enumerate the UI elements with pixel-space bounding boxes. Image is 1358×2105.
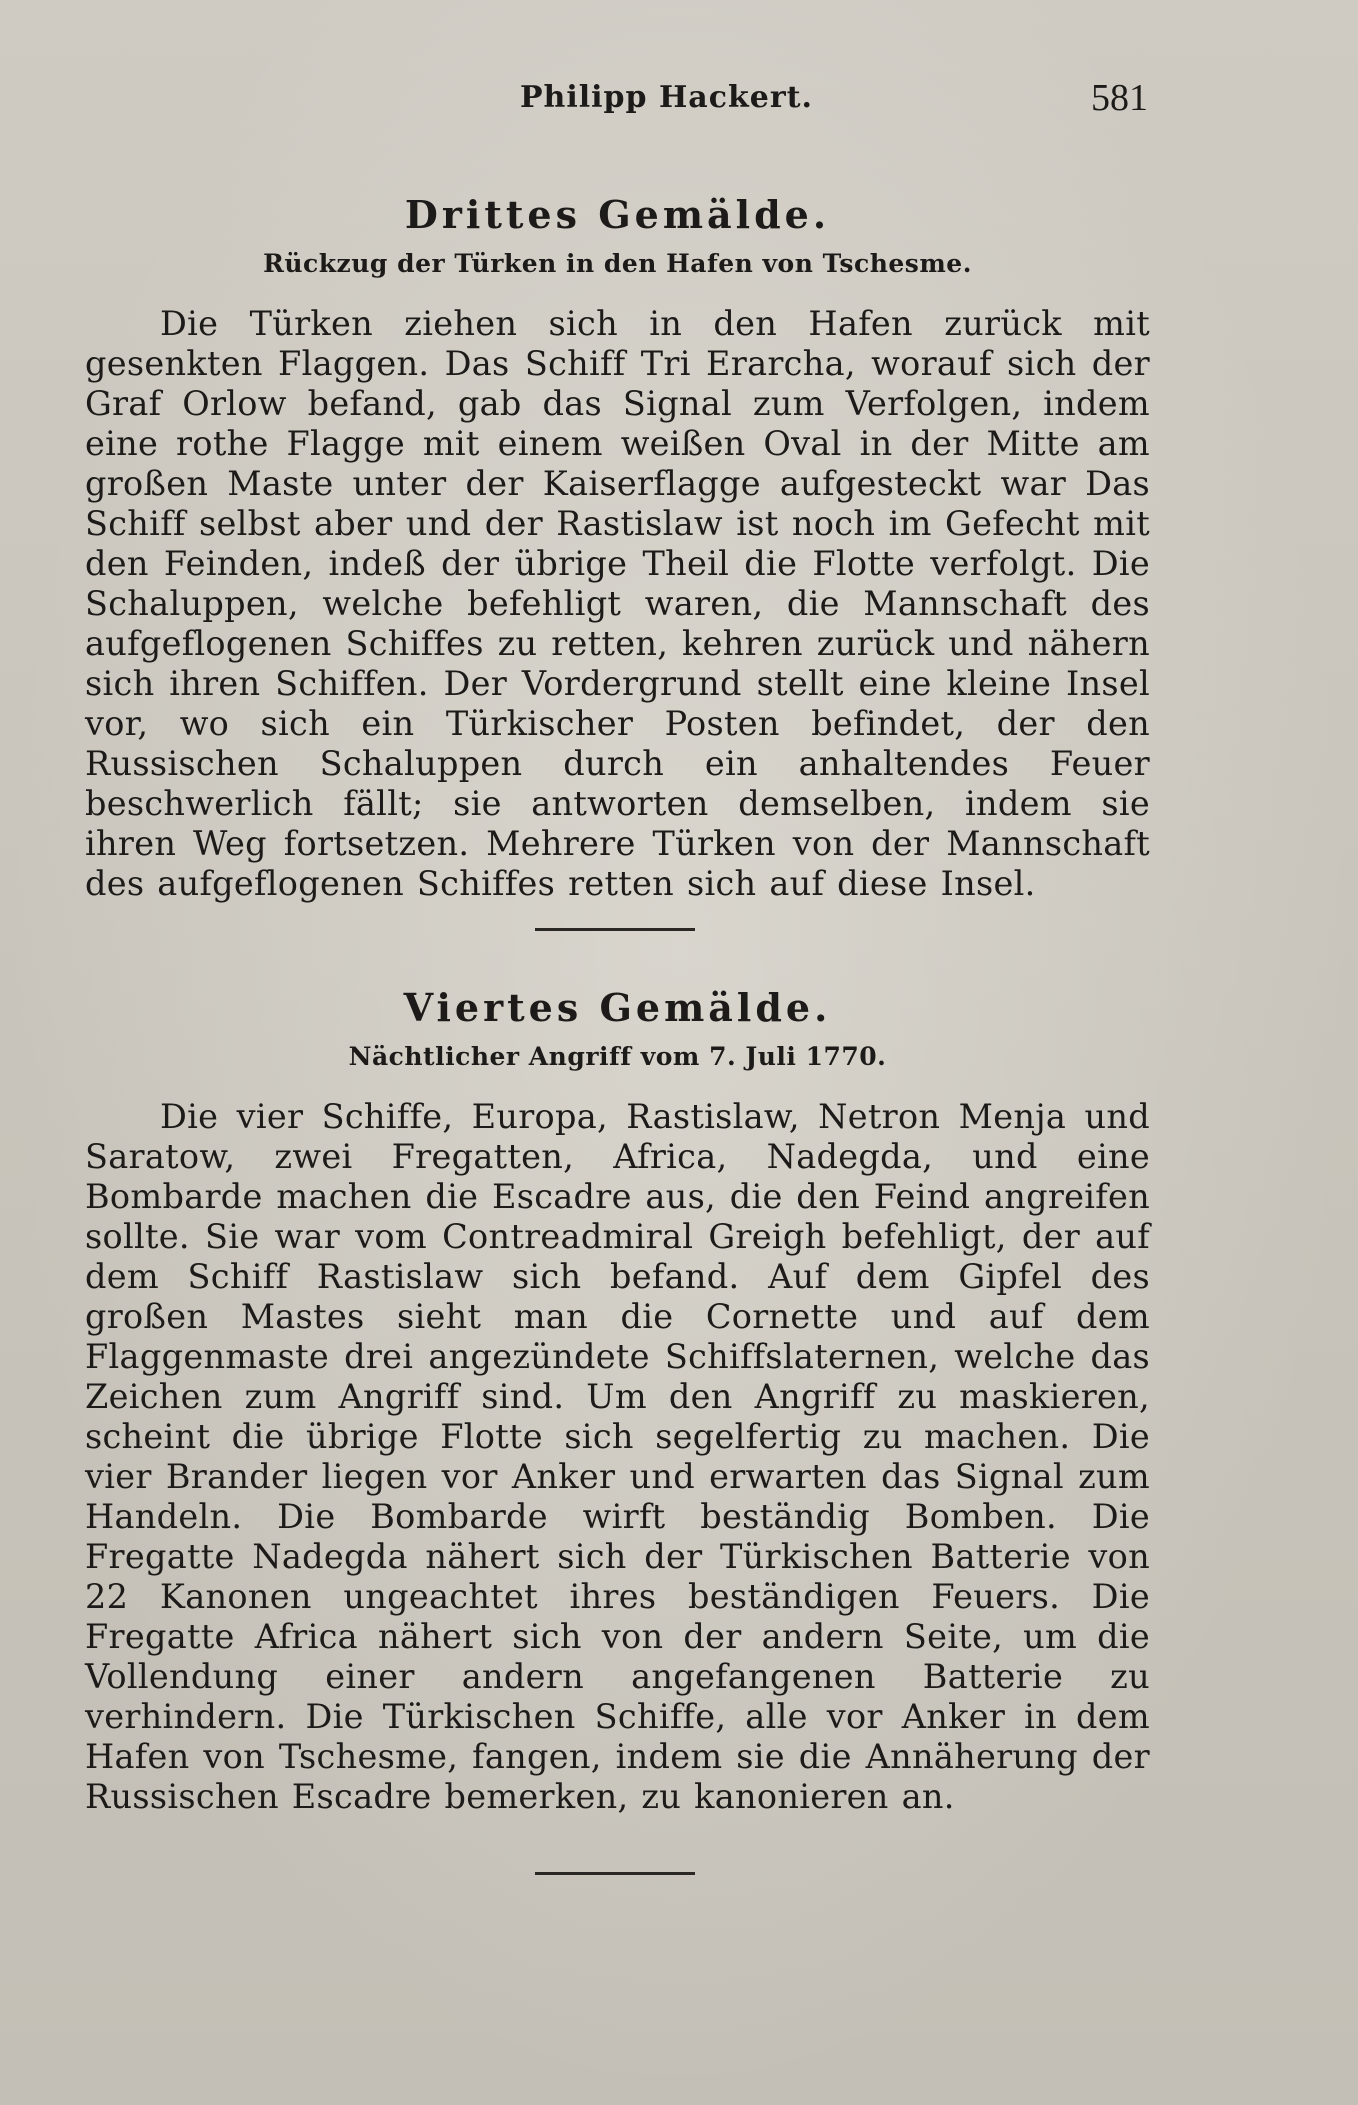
running-title: Philipp Hackert.	[520, 80, 813, 115]
section-subheading: Nächtlicher Angriff vom 7. Juli 1770.	[348, 1042, 887, 1071]
section-heading: Viertes Gemälde.	[403, 985, 832, 1030]
section-body: Die vier Schiffe, Europa, Rastislaw, Netron Menja und Saratow, zwei Fregatten, Africa, Nadegda, und eine Bombarde machen die Escadre aus, die den Feind angreifen sollte. Sie war vom Contreadmiral Greigh befehligt, der auf dem Schiff Rastislaw sich befand. Auf dem Gipfel des großen Mastes sieht man die Cornette und auf dem Flaggenmaste drei angezündete Schiffslaternen, welche das Zeichen zum Angriff sind. Um den Angriff zu maskieren, scheint die übrige Flotte sich segelfertig zu machen. Die vier Brander liegen vor Anker und erwarten das Signal zum Handeln. Die Bombarde wirft beständig Bomben. Die Fregatte Nadegda nähert sich der Türkischen Batterie von 22 Kanonen ungeachtet ihres beständigen Feuers. Die Fregatte Africa nähert sich von der andern Seite, um die Vollendung einer andern angefangenen Batterie zu verhindern. Die Türkischen Schiffe, alle vor Anker in dem Hafen von Tschesme, fangen, indem sie die Annäherung der Russischen Escadre bemerken, zu kanonieren an.	[85, 1097, 1150, 1816]
end-divider	[535, 1872, 695, 1875]
section-divider	[535, 928, 695, 931]
section-fourth-painting	[85, 985, 1150, 1817]
section-body: Die Türken ziehen sich in den Hafen zurück mit gesenkten Flaggen. Das Schiff Tri Erarcha, worauf sich der Graf Orlow befand, gab das Signal zum Verfolgen, indem eine rothe Flagge mit einem weißen Oval in der Mitte am großen Maste unter der Kaiserflagge aufgesteckt war Das Schiff selbst aber und der Rastislaw ist noch im Gefecht mit den Feinden, indeß der übrige Theil die Flotte verfolgt. Die Schaluppen, welche befehligt waren, die Mannschaft des aufgeflogenen Schiffes zu retten, kehren zurück und nähern sich ihren Schiffen. Der Vordergrund stellt eine kleine Insel vor, wo sich ein Türkischer Posten befindet, der den Russischen Schaluppen durch ein anhaltendes Feuer beschwerlich fällt; sie antworten demselben, indem sie ihren Weg fortsetzen. Mehrere Türken von der Mannschaft des aufgeflogenen Schiffes retten sich auf diese Insel.	[85, 304, 1150, 903]
section-heading: Drittes Gemälde.	[404, 192, 831, 237]
section-subheading: Rückzug der Türken in den Hafen von Tschesme.	[263, 249, 972, 278]
section-third-painting	[85, 192, 1150, 904]
running-head	[0, 77, 1358, 130]
page-number: 581	[1091, 77, 1148, 119]
